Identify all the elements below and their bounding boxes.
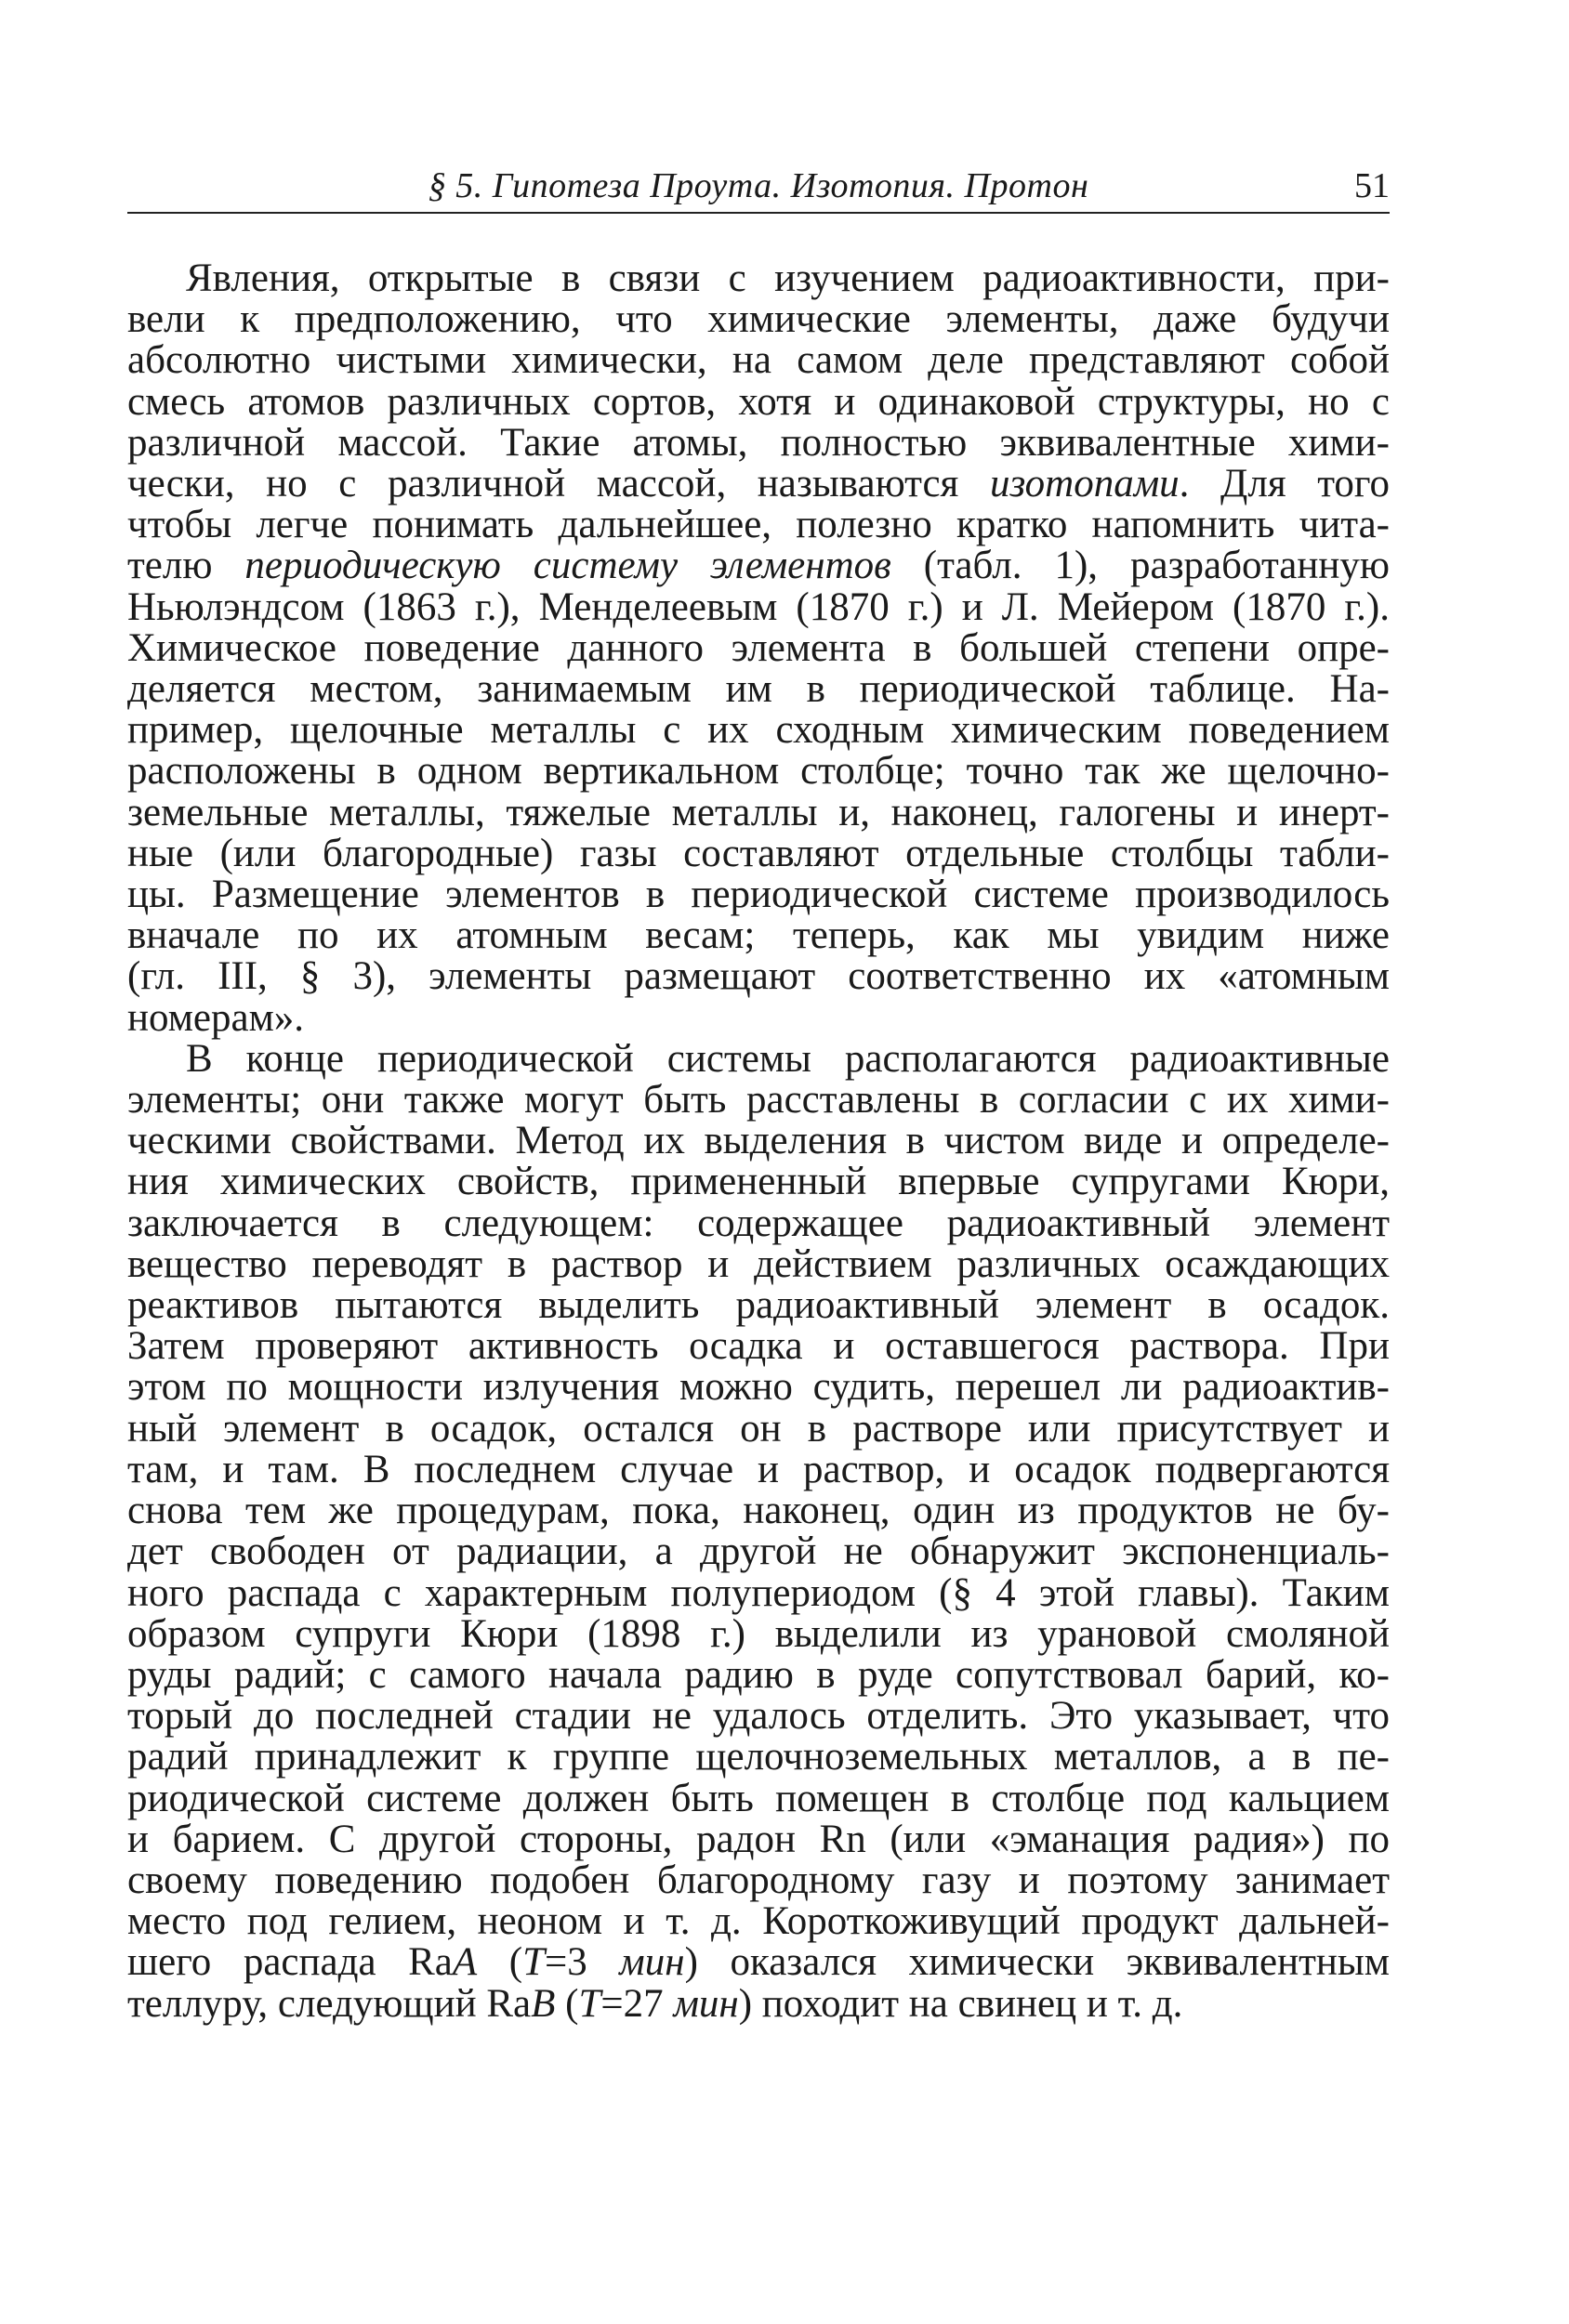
- text-run: вначале по их атомным весам; теперь, как мы увидим ниже: [127, 913, 1390, 958]
- text-run: Явления, открытые в связи с изучением радиоактивности, при-: [186, 256, 1390, 300]
- text-run: различной массой. Такие атомы, полностью эквивалентные хими-: [127, 420, 1390, 465]
- italic-text: мин: [619, 1940, 685, 1985]
- text-line: [127, 710, 1390, 751]
- text-run: =3: [544, 1940, 620, 1985]
- text-line: [127, 669, 1390, 710]
- text-run: смесь атомов различных сортов, хотя и одинаковой структуры, но с: [127, 379, 1390, 424]
- text-line: [127, 1162, 1390, 1202]
- text-line: [127, 751, 1390, 792]
- text-line: [127, 1036, 1390, 1081]
- text-run: чтобы легче понимать дальнейшее, полезно кратко напомнить чита-: [127, 503, 1390, 547]
- text-run: заключается в следующем: содержащее радиоактивный элемент: [127, 1201, 1390, 1245]
- text-line: [127, 299, 1390, 340]
- text-line: [127, 995, 1390, 1040]
- text-run: пример, щелочные металлы с их сходным химическим поведением: [127, 708, 1390, 753]
- text-run: (: [477, 1940, 523, 1985]
- text-line: [127, 1367, 1390, 1408]
- text-run: ный элемент в осадок, остался он в растворе или присутствует и: [127, 1406, 1390, 1451]
- text-line: [127, 379, 1390, 424]
- text-line: [127, 831, 1390, 875]
- text-line: [127, 1406, 1390, 1451]
- text-run: место под гелием, неоном и т. д. Короткоживущий продукт дальней-: [127, 1899, 1390, 1944]
- text-line: [127, 1776, 1390, 1820]
- text-run: (гл. III, § 3), элементы размещают соответственно их «атомным: [127, 954, 1390, 999]
- text-line: [127, 1285, 1390, 1326]
- text-line: [127, 545, 1390, 586]
- running-header: [127, 156, 1390, 214]
- italic-text: T: [522, 1940, 545, 1985]
- text-run: образом супруги Кюри (1898 г.) выделили из урановой смоляной: [127, 1611, 1390, 1656]
- text-run: (: [555, 1981, 579, 2026]
- text-line: [127, 1080, 1390, 1121]
- text-run: номерам».: [127, 995, 305, 1040]
- text-line: [127, 1901, 1390, 1942]
- text-run: В конце периодической системы располагаются радиоактивные: [186, 1036, 1390, 1081]
- text-line: [127, 464, 1390, 505]
- text-run: Химическое поведение данного элемента в большей степени опре-: [127, 625, 1390, 670]
- text-line: [127, 625, 1390, 670]
- text-line: [127, 956, 1390, 997]
- text-line: [127, 1652, 1390, 1697]
- text-run: абсолютно чистыми химически, на самом деле представляют собой: [127, 338, 1390, 383]
- text-run: этом по мощности излучения можно судить, перешел ли радиоактив-: [127, 1365, 1390, 1410]
- text-run: Ньюлэндсом (1863 г.), Менделеевым (1870 г.) и Л. Мейером (1870 г.).: [127, 584, 1390, 629]
- text-line: [127, 1241, 1390, 1286]
- text-line: [127, 1326, 1390, 1367]
- text-line: [127, 1981, 1390, 2026]
- text-run: радий принадлежит к группе щелочноземельных металлов, а в пе-: [127, 1735, 1390, 1779]
- text-line: [127, 505, 1390, 545]
- text-run: шего распада Ra: [127, 1940, 453, 1985]
- italic-text: изотопами: [989, 462, 1180, 506]
- italic-text: B: [531, 1981, 556, 2026]
- italic-text: A: [452, 1940, 478, 1985]
- text-run: вели к предположению, что химические элементы, даже будучи: [127, 297, 1390, 342]
- text-run: риодической системе должен быть помещен в столбце под кальцием: [127, 1776, 1390, 1820]
- text-line: [127, 1942, 1390, 1983]
- italic-text: периодическую систему элементов: [244, 544, 891, 588]
- text-run: ) походит на свинец и т. д.: [738, 1981, 1183, 2026]
- text-run: =27: [600, 1981, 674, 2026]
- text-line: [127, 1611, 1390, 1656]
- text-run: расположены в одном вертикальном столбце; точно так же щелочно-: [127, 749, 1390, 794]
- text-run: там, и там. В последнем случае и раствор, и осадок подвергаются: [127, 1447, 1390, 1491]
- body-text: [127, 258, 1390, 2025]
- text-line: [127, 420, 1390, 465]
- text-run: Затем проверяют активность осадка и оставшегося раствора. При: [127, 1324, 1390, 1369]
- text-run: элементы; они также могут быть расставлены в согласии с их хими-: [127, 1078, 1390, 1123]
- text-run: деляется местом, занимаемым им в периодической таблице. На-: [127, 667, 1390, 712]
- text-run: ческими свойствами. Метод их выделения в чистом виде и определе-: [127, 1119, 1390, 1163]
- italic-text: T: [578, 1981, 601, 2026]
- text-line: [127, 1531, 1390, 1572]
- text-line: [127, 915, 1390, 956]
- text-line: [127, 584, 1390, 629]
- text-run: (табл. 1), разработанную: [890, 544, 1390, 588]
- text-line: [127, 1819, 1390, 1860]
- text-run: чески, но с различной массой, называются: [127, 462, 990, 506]
- text-line: [127, 258, 1390, 299]
- text-run: цы. Размещение элементов в периодической системе производилось: [127, 873, 1390, 917]
- text-run: своему поведению подобен благородному газу и поэтому занимает: [127, 1858, 1390, 1902]
- text-run: снова тем же процедурам, пока, наконец, один из продуктов не бу-: [127, 1489, 1390, 1533]
- text-run: телю: [127, 544, 245, 588]
- text-run: ного распада с характерным полупериодом (§ 4 этой главы). Таким: [127, 1570, 1390, 1615]
- text-line: [127, 1447, 1390, 1491]
- italic-text: мин: [673, 1981, 739, 2026]
- text-line: [127, 1570, 1390, 1615]
- section-title: § 5. Гипотеза Проута. Изотопия. Протон: [428, 166, 1089, 205]
- text-line: [127, 1696, 1390, 1737]
- text-line: [127, 1490, 1390, 1531]
- text-line: [127, 1203, 1390, 1244]
- text-run: дет свободен от радиации, а другой не обнаружит экспоненциаль-: [127, 1530, 1390, 1574]
- text-line: [127, 1860, 1390, 1901]
- text-run: вещество переводят в раствор и действием различных осаждающих: [127, 1241, 1390, 1286]
- text-line: [127, 790, 1390, 834]
- text-line: [127, 340, 1390, 381]
- text-run: руды радий; с самого начала радию в руде сопутствовал барий, ко-: [127, 1652, 1390, 1697]
- text-line: [127, 1737, 1390, 1778]
- text-run: ) оказался химически эквивалентным: [684, 1940, 1390, 1985]
- text-line: [127, 874, 1390, 915]
- text-run: . Для того: [1179, 462, 1391, 506]
- book-page: [127, 156, 1390, 2025]
- text-run: ния химических свойств, примененный впервые супругами Кюри,: [127, 1160, 1390, 1204]
- text-run: и барием. С другой стороны, радон Rn (или «эманация радия») по: [127, 1817, 1390, 1861]
- text-line: [127, 1121, 1390, 1162]
- text-run: земельные металлы, тяжелые металлы и, наконец, галогены и инерт-: [127, 790, 1390, 834]
- text-run: ные (или благородные) газы составляют отдельные столбцы табли-: [127, 831, 1390, 875]
- text-run: теллуру, следующий Ra: [127, 1981, 532, 2026]
- text-run: реактивов пытаются выделить радиоактивный элемент в осадок.: [127, 1283, 1390, 1328]
- text-run: торый до последней стадии не удалось отделить. Это указывает, что: [127, 1694, 1390, 1739]
- page-number: 51: [1354, 166, 1390, 205]
